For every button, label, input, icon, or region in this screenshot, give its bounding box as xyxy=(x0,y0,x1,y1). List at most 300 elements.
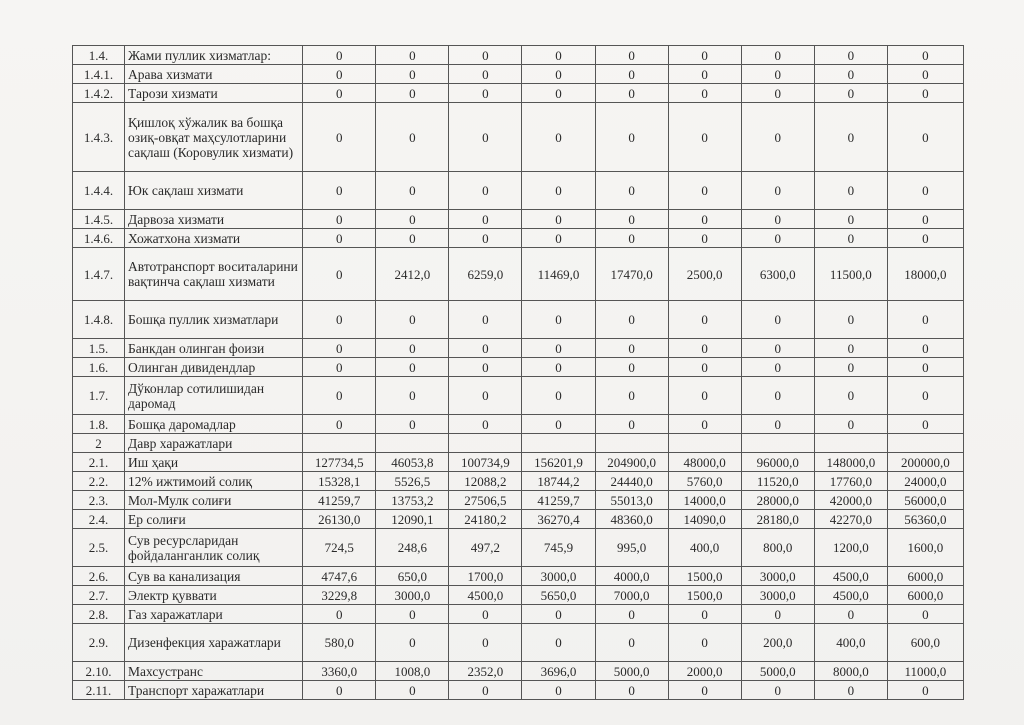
row-label-cell: Иш ҳақи xyxy=(125,453,303,472)
value-cell: 0 xyxy=(449,172,522,210)
value-cell: 42000,0 xyxy=(814,491,887,510)
value-cell: 0 xyxy=(376,46,449,65)
value-cell xyxy=(595,434,668,453)
value-cell: 0 xyxy=(814,339,887,358)
value-cell: 0 xyxy=(887,605,963,624)
value-cell: 0 xyxy=(303,301,376,339)
value-cell: 0 xyxy=(595,358,668,377)
value-cell xyxy=(814,434,887,453)
value-cell: 28180,0 xyxy=(741,510,814,529)
value-cell: 2352,0 xyxy=(449,662,522,681)
table-row xyxy=(73,491,964,510)
value-cell: 24180,2 xyxy=(449,510,522,529)
value-cell: 12088,2 xyxy=(449,472,522,491)
value-cell: 5000,0 xyxy=(595,662,668,681)
value-cell: 0 xyxy=(887,46,963,65)
table-row xyxy=(73,229,964,248)
value-cell: 745,9 xyxy=(522,529,595,567)
value-cell: 0 xyxy=(449,624,522,662)
value-cell: 0 xyxy=(741,103,814,172)
value-cell: 1500,0 xyxy=(668,567,741,586)
value-cell: 0 xyxy=(522,210,595,229)
value-cell: 0 xyxy=(303,681,376,700)
value-cell: 148000,0 xyxy=(814,453,887,472)
row-code-cell: 2.11. xyxy=(73,681,125,700)
value-cell: 2500,0 xyxy=(668,248,741,301)
row-label-cell: Бошқа пуллик хизматлари xyxy=(125,301,303,339)
table-row xyxy=(73,65,964,84)
table-row xyxy=(73,681,964,700)
value-cell: 0 xyxy=(814,84,887,103)
value-cell: 0 xyxy=(741,377,814,415)
row-code-cell: 2.2. xyxy=(73,472,125,491)
value-cell: 1500,0 xyxy=(668,586,741,605)
value-cell: 1200,0 xyxy=(814,529,887,567)
value-cell: 56360,0 xyxy=(887,510,963,529)
value-cell: 0 xyxy=(449,415,522,434)
value-cell: 0 xyxy=(887,301,963,339)
value-cell: 0 xyxy=(814,605,887,624)
row-label-cell: Банкдан олинган фоизи xyxy=(125,339,303,358)
value-cell: 0 xyxy=(595,210,668,229)
value-cell: 0 xyxy=(887,415,963,434)
row-code-cell: 2.10. xyxy=(73,662,125,681)
value-cell: 0 xyxy=(887,210,963,229)
value-cell: 248,6 xyxy=(376,529,449,567)
value-cell xyxy=(741,434,814,453)
value-cell: 0 xyxy=(595,605,668,624)
value-cell: 0 xyxy=(595,103,668,172)
table-row xyxy=(73,605,964,624)
value-cell: 0 xyxy=(449,605,522,624)
value-cell: 0 xyxy=(522,84,595,103)
row-label-cell: Электр қуввати xyxy=(125,586,303,605)
value-cell: 0 xyxy=(668,229,741,248)
row-code-cell: 1.6. xyxy=(73,358,125,377)
row-label-cell: Дўконлар сотилишидан даромад xyxy=(125,377,303,415)
value-cell: 8000,0 xyxy=(814,662,887,681)
value-cell: 5526,5 xyxy=(376,472,449,491)
value-cell: 0 xyxy=(522,358,595,377)
value-cell: 4500,0 xyxy=(449,586,522,605)
row-code-cell: 2.9. xyxy=(73,624,125,662)
value-cell: 0 xyxy=(522,377,595,415)
row-label-cell: Бошқа даромадлар xyxy=(125,415,303,434)
table-row xyxy=(73,624,964,662)
value-cell: 0 xyxy=(668,358,741,377)
value-cell: 200,0 xyxy=(741,624,814,662)
value-cell: 0 xyxy=(814,377,887,415)
value-cell: 0 xyxy=(303,210,376,229)
value-cell: 3360,0 xyxy=(303,662,376,681)
value-cell: 0 xyxy=(376,172,449,210)
value-cell: 0 xyxy=(522,624,595,662)
row-code-cell: 2.7. xyxy=(73,586,125,605)
row-label-cell: Махсустранс xyxy=(125,662,303,681)
value-cell: 0 xyxy=(595,415,668,434)
value-cell: 48000,0 xyxy=(668,453,741,472)
value-cell: 17760,0 xyxy=(814,472,887,491)
value-cell: 14000,0 xyxy=(668,491,741,510)
value-cell: 0 xyxy=(376,103,449,172)
value-cell: 0 xyxy=(741,415,814,434)
value-cell: 48360,0 xyxy=(595,510,668,529)
value-cell: 0 xyxy=(668,210,741,229)
row-code-cell: 1.4.8. xyxy=(73,301,125,339)
table-row xyxy=(73,415,964,434)
value-cell: 0 xyxy=(303,605,376,624)
table-row xyxy=(73,172,964,210)
value-cell: 0 xyxy=(741,605,814,624)
row-label-cell: Давр харажатлари xyxy=(125,434,303,453)
value-cell: 204900,0 xyxy=(595,453,668,472)
financial-table xyxy=(72,45,964,700)
value-cell: 28000,0 xyxy=(741,491,814,510)
value-cell: 0 xyxy=(522,605,595,624)
value-cell xyxy=(449,434,522,453)
value-cell: 0 xyxy=(814,301,887,339)
value-cell: 600,0 xyxy=(887,624,963,662)
value-cell: 0 xyxy=(814,210,887,229)
row-code-cell: 1.5. xyxy=(73,339,125,358)
row-label-cell: Юк сақлаш хизмати xyxy=(125,172,303,210)
value-cell: 0 xyxy=(595,377,668,415)
table-row xyxy=(73,339,964,358)
value-cell: 0 xyxy=(376,624,449,662)
value-cell: 1700,0 xyxy=(449,567,522,586)
value-cell: 6259,0 xyxy=(449,248,522,301)
value-cell: 5650,0 xyxy=(522,586,595,605)
value-cell: 15328,1 xyxy=(303,472,376,491)
value-cell: 200000,0 xyxy=(887,453,963,472)
value-cell: 0 xyxy=(449,681,522,700)
row-label-cell: Тарози хизмати xyxy=(125,84,303,103)
value-cell: 56000,0 xyxy=(887,491,963,510)
table-row xyxy=(73,434,964,453)
value-cell: 0 xyxy=(303,358,376,377)
row-code-cell: 2.1. xyxy=(73,453,125,472)
value-cell xyxy=(887,434,963,453)
value-cell: 0 xyxy=(449,301,522,339)
row-label-cell: Сув ресурсларидан фойдаланганлик солиқ xyxy=(125,529,303,567)
table-row xyxy=(73,662,964,681)
value-cell: 0 xyxy=(814,358,887,377)
row-code-cell: 2.5. xyxy=(73,529,125,567)
value-cell: 400,0 xyxy=(814,624,887,662)
row-label-cell: Сув ва канализация xyxy=(125,567,303,586)
value-cell: 0 xyxy=(887,339,963,358)
value-cell: 0 xyxy=(303,339,376,358)
value-cell: 0 xyxy=(522,46,595,65)
value-cell: 0 xyxy=(376,229,449,248)
value-cell: 2000,0 xyxy=(668,662,741,681)
row-code-cell: 2.6. xyxy=(73,567,125,586)
row-code-cell: 1.4.6. xyxy=(73,229,125,248)
value-cell: 46053,8 xyxy=(376,453,449,472)
value-cell: 11500,0 xyxy=(814,248,887,301)
value-cell: 0 xyxy=(887,681,963,700)
value-cell: 0 xyxy=(595,84,668,103)
value-cell: 0 xyxy=(449,339,522,358)
value-cell: 0 xyxy=(887,84,963,103)
row-code-cell: 1.4.3. xyxy=(73,103,125,172)
value-cell: 995,0 xyxy=(595,529,668,567)
value-cell: 0 xyxy=(449,377,522,415)
value-cell: 100734,9 xyxy=(449,453,522,472)
value-cell: 0 xyxy=(814,172,887,210)
row-code-cell: 2 xyxy=(73,434,125,453)
table-row xyxy=(73,472,964,491)
value-cell: 0 xyxy=(668,415,741,434)
row-label-cell: Жами пуллик хизматлар: xyxy=(125,46,303,65)
value-cell: 0 xyxy=(595,46,668,65)
value-cell: 2412,0 xyxy=(376,248,449,301)
value-cell: 0 xyxy=(595,229,668,248)
value-cell: 0 xyxy=(303,172,376,210)
value-cell xyxy=(303,434,376,453)
value-cell: 0 xyxy=(449,210,522,229)
value-cell: 3229,8 xyxy=(303,586,376,605)
value-cell: 0 xyxy=(376,605,449,624)
value-cell: 0 xyxy=(814,229,887,248)
value-cell: 0 xyxy=(595,624,668,662)
value-cell: 0 xyxy=(668,172,741,210)
value-cell: 1600,0 xyxy=(887,529,963,567)
value-cell: 5000,0 xyxy=(741,662,814,681)
value-cell: 6300,0 xyxy=(741,248,814,301)
table-row xyxy=(73,248,964,301)
value-cell: 6000,0 xyxy=(887,586,963,605)
value-cell: 13753,2 xyxy=(376,491,449,510)
value-cell: 4500,0 xyxy=(814,567,887,586)
value-cell: 0 xyxy=(376,358,449,377)
table-row xyxy=(73,529,964,567)
value-cell: 0 xyxy=(887,103,963,172)
value-cell: 3000,0 xyxy=(376,586,449,605)
value-cell: 1008,0 xyxy=(376,662,449,681)
value-cell: 0 xyxy=(303,248,376,301)
value-cell: 0 xyxy=(376,301,449,339)
value-cell: 0 xyxy=(741,172,814,210)
value-cell: 0 xyxy=(303,65,376,84)
value-cell: 11000,0 xyxy=(887,662,963,681)
value-cell: 0 xyxy=(668,377,741,415)
value-cell: 0 xyxy=(522,172,595,210)
value-cell: 42270,0 xyxy=(814,510,887,529)
row-code-cell: 2.4. xyxy=(73,510,125,529)
row-code-cell: 1.4.1. xyxy=(73,65,125,84)
value-cell: 96000,0 xyxy=(741,453,814,472)
row-label-cell: Газ харажатлари xyxy=(125,605,303,624)
value-cell xyxy=(376,434,449,453)
value-cell: 0 xyxy=(522,301,595,339)
value-cell: 127734,5 xyxy=(303,453,376,472)
value-cell: 0 xyxy=(668,46,741,65)
value-cell: 0 xyxy=(303,84,376,103)
value-cell: 0 xyxy=(887,358,963,377)
table-row xyxy=(73,377,964,415)
value-cell: 0 xyxy=(522,229,595,248)
value-cell: 0 xyxy=(449,358,522,377)
table-row xyxy=(73,567,964,586)
value-cell: 0 xyxy=(522,103,595,172)
value-cell: 36270,4 xyxy=(522,510,595,529)
value-cell: 0 xyxy=(741,681,814,700)
row-label-cell: Транспорт харажатлари xyxy=(125,681,303,700)
value-cell: 4747,6 xyxy=(303,567,376,586)
table-row xyxy=(73,210,964,229)
value-cell xyxy=(668,434,741,453)
value-cell: 0 xyxy=(887,172,963,210)
value-cell: 0 xyxy=(887,377,963,415)
value-cell: 41259,7 xyxy=(303,491,376,510)
value-cell: 0 xyxy=(668,605,741,624)
value-cell: 24440,0 xyxy=(595,472,668,491)
row-code-cell: 1.7. xyxy=(73,377,125,415)
value-cell: 24000,0 xyxy=(887,472,963,491)
value-cell: 14090,0 xyxy=(668,510,741,529)
value-cell: 0 xyxy=(668,339,741,358)
row-label-cell: Ер солиғи xyxy=(125,510,303,529)
value-cell: 0 xyxy=(887,229,963,248)
row-code-cell: 1.4. xyxy=(73,46,125,65)
row-label-cell: Дарвоза хизмати xyxy=(125,210,303,229)
value-cell: 0 xyxy=(376,65,449,84)
value-cell: 0 xyxy=(887,65,963,84)
table-row xyxy=(73,301,964,339)
value-cell: 0 xyxy=(376,210,449,229)
value-cell: 0 xyxy=(668,301,741,339)
row-code-cell: 2.3. xyxy=(73,491,125,510)
value-cell: 4000,0 xyxy=(595,567,668,586)
value-cell: 17470,0 xyxy=(595,248,668,301)
value-cell: 0 xyxy=(741,210,814,229)
value-cell: 0 xyxy=(522,681,595,700)
value-cell: 27506,5 xyxy=(449,491,522,510)
table-row xyxy=(73,510,964,529)
value-cell: 156201,9 xyxy=(522,453,595,472)
value-cell: 0 xyxy=(668,103,741,172)
row-label-cell: 12% ижтимоий солиқ xyxy=(125,472,303,491)
value-cell: 0 xyxy=(668,84,741,103)
value-cell: 0 xyxy=(449,229,522,248)
row-label-cell: Мол-Мулк солиғи xyxy=(125,491,303,510)
table-row xyxy=(73,103,964,172)
value-cell: 0 xyxy=(376,339,449,358)
table-row xyxy=(73,586,964,605)
row-label-cell: Арава хизмати xyxy=(125,65,303,84)
row-label-cell: Автотранспорт воситаларини вақтинча сақлаш хизмати xyxy=(125,248,303,301)
row-code-cell: 1.4.4. xyxy=(73,172,125,210)
table-row xyxy=(73,453,964,472)
value-cell: 0 xyxy=(376,377,449,415)
value-cell: 12090,1 xyxy=(376,510,449,529)
value-cell: 55013,0 xyxy=(595,491,668,510)
row-label-cell: Қишлоқ хўжалик ва бошқа озиқ-овқат маҳсулотларини сақлаш (Коровулик хизмати) xyxy=(125,103,303,172)
value-cell: 18744,2 xyxy=(522,472,595,491)
value-cell: 0 xyxy=(376,681,449,700)
value-cell: 0 xyxy=(595,681,668,700)
value-cell: 0 xyxy=(303,229,376,248)
value-cell: 5760,0 xyxy=(668,472,741,491)
row-label-cell: Олинган дивидендлар xyxy=(125,358,303,377)
row-code-cell: 1.4.5. xyxy=(73,210,125,229)
value-cell: 724,5 xyxy=(303,529,376,567)
row-code-cell: 1.4.2. xyxy=(73,84,125,103)
table-row xyxy=(73,358,964,377)
value-cell: 0 xyxy=(741,339,814,358)
value-cell: 0 xyxy=(595,65,668,84)
row-code-cell: 2.8. xyxy=(73,605,125,624)
value-cell: 0 xyxy=(814,415,887,434)
value-cell: 0 xyxy=(522,65,595,84)
value-cell: 3696,0 xyxy=(522,662,595,681)
value-cell: 0 xyxy=(449,103,522,172)
value-cell: 18000,0 xyxy=(887,248,963,301)
value-cell: 26130,0 xyxy=(303,510,376,529)
value-cell: 0 xyxy=(595,172,668,210)
value-cell: 0 xyxy=(814,103,887,172)
value-cell: 3000,0 xyxy=(522,567,595,586)
value-cell: 0 xyxy=(668,681,741,700)
value-cell: 0 xyxy=(741,84,814,103)
value-cell: 0 xyxy=(814,681,887,700)
value-cell: 4500,0 xyxy=(814,586,887,605)
value-cell: 400,0 xyxy=(668,529,741,567)
value-cell: 0 xyxy=(522,339,595,358)
table-row xyxy=(73,84,964,103)
value-cell: 0 xyxy=(449,84,522,103)
row-code-cell: 1.8. xyxy=(73,415,125,434)
value-cell: 580,0 xyxy=(303,624,376,662)
value-cell: 11469,0 xyxy=(522,248,595,301)
value-cell: 0 xyxy=(449,65,522,84)
value-cell: 3000,0 xyxy=(741,586,814,605)
value-cell: 6000,0 xyxy=(887,567,963,586)
value-cell: 0 xyxy=(595,339,668,358)
value-cell: 0 xyxy=(449,46,522,65)
row-label-cell: Дизенфекция харажатлари xyxy=(125,624,303,662)
value-cell xyxy=(522,434,595,453)
value-cell: 0 xyxy=(522,415,595,434)
value-cell: 0 xyxy=(303,377,376,415)
row-code-cell: 1.4.7. xyxy=(73,248,125,301)
value-cell: 0 xyxy=(303,415,376,434)
value-cell: 0 xyxy=(376,415,449,434)
value-cell: 0 xyxy=(741,358,814,377)
value-cell: 0 xyxy=(376,84,449,103)
value-cell: 3000,0 xyxy=(741,567,814,586)
value-cell: 0 xyxy=(741,301,814,339)
value-cell: 0 xyxy=(741,65,814,84)
value-cell: 0 xyxy=(668,65,741,84)
value-cell: 41259,7 xyxy=(522,491,595,510)
value-cell: 0 xyxy=(741,46,814,65)
value-cell: 650,0 xyxy=(376,567,449,586)
table-row xyxy=(73,46,964,65)
value-cell: 497,2 xyxy=(449,529,522,567)
value-cell: 0 xyxy=(814,46,887,65)
value-cell: 0 xyxy=(741,229,814,248)
value-cell: 800,0 xyxy=(741,529,814,567)
value-cell: 0 xyxy=(303,46,376,65)
value-cell: 7000,0 xyxy=(595,586,668,605)
value-cell: 0 xyxy=(668,624,741,662)
row-label-cell: Хожатхона хизмати xyxy=(125,229,303,248)
value-cell: 0 xyxy=(595,301,668,339)
value-cell: 11520,0 xyxy=(741,472,814,491)
value-cell: 0 xyxy=(303,103,376,172)
